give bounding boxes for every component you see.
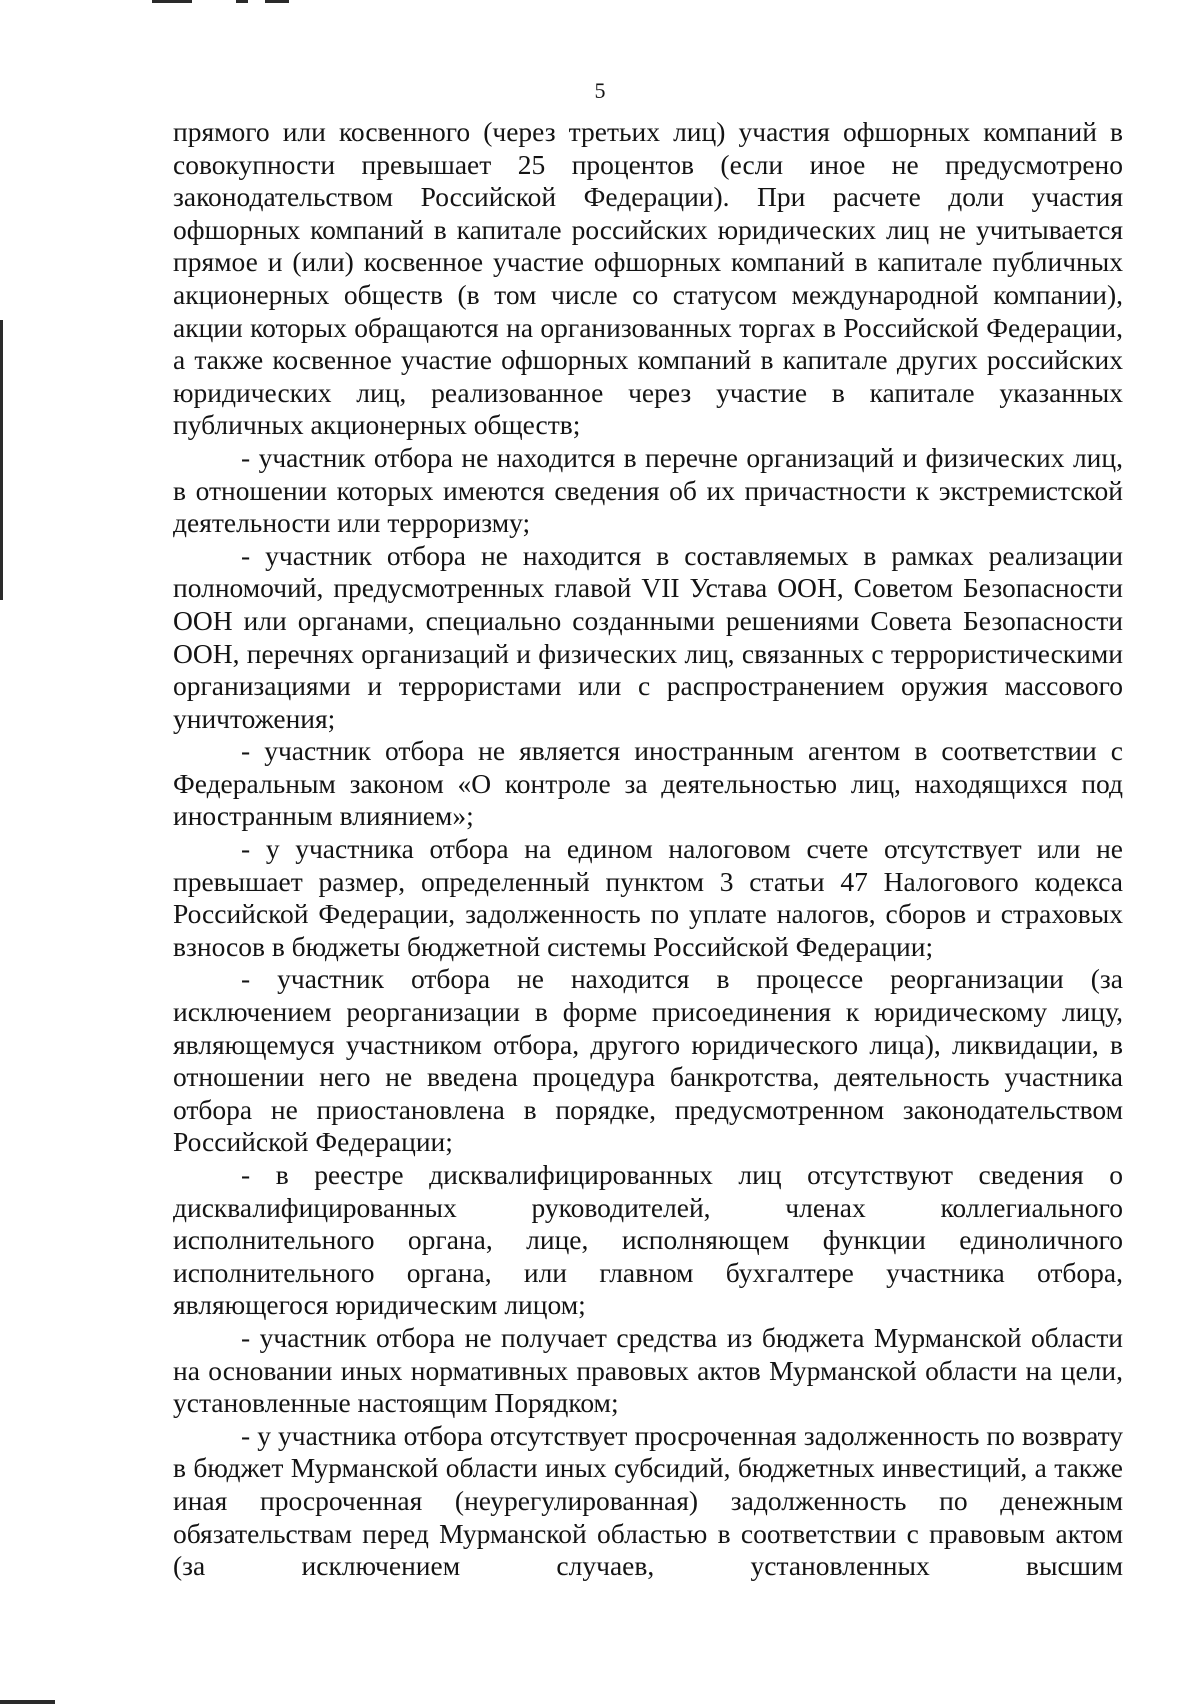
scan-mark-left-edge [0,320,3,600]
scan-mark-top-3 [265,0,289,3]
paragraph-un-security-council-list: - участник отбора не находится в составляемых в рамках реализации полномочий, предусмотренных главой VII Устава ООН, Советом Безопасности ООН или органами, специально созданными решениями Совета Безопасности ООН, перечнях организаций и физических лиц, связанных с террористическими организациями и террористами или с распространением оружия массового уничтожения; [173,539,1123,734]
paragraph-tax-debt: - у участника отбора на едином налоговом счете отсутствует или не превышает размер, определенный пунктом 3 статьи 47 Налогового кодекса Российской Федерации, задолженность по уплате налогов, сборов и страховых взносов в бюджеты бюджетной системы Российской Федерации; [173,833,1123,962]
paragraph-reorganization-liquidation: - участник отбора не находится в процессе реорганизации (за исключением реорганизации в форме присоединения к юридическому лицу, являющемуся участником отбора, другого юридического лица), ликвидации, в отношении него не введена процедура банкротства, деятельность участника отбора не приостановлена в порядке, предусмотренном законодательством Российской Федерации; [173,963,1123,1158]
scan-mark-top-1 [152,0,192,3]
paragraph-disqualified-persons: - в реестре дисквалифицированных лиц отсутствуют сведения о дисквалифицированных руководителей, членах коллегиального исполнительного органа, лице, исполняющем функции единоличного исполнительного органа, или главном бухгалтере участника отбора, являющегося юридическим лицом; [173,1159,1123,1321]
paragraph-foreign-agent: - участник отбора не является иностранным агентом в соответствии с Федеральным законом «О контроле за деятельностью лиц, находящихся под иностранным влиянием»; [173,735,1123,832]
paragraph-overdue-debt: - у участника отбора отсутствует просроченная задолженность по возврату в бюджет Мурманской области иных субсидий, бюджетных инвестиций, а также иная просроченная (неурегулированная) задолженность по денежным обязательствам перед Мурманской областью в соответствии с правовым актом (за исключением случаев, установленных высшим [173,1419,1123,1582]
paragraph-extremism-list: - участник отбора не находится в перечне организаций и физических лиц, в отношении которых имеются сведения об их причастности к экстремистской деятельности или терроризму; [173,441,1123,539]
paragraph-budget-funds: - участник отбора не получает средства из бюджета Мурманской области на основании иных нормативных правовых актов Мурманской области на цели, установленные настоящим Порядком; [173,1321,1123,1419]
scan-mark-top-2 [236,0,248,3]
scan-mark-bottom [0,1700,55,1704]
page-number: 5 [594,78,606,103]
document-body [173,116,1123,1583]
paragraph-offshore-participation: прямого или косвенного (через третьих лиц) участия офшорных компаний в совокупности превышает 25 процентов (если иное не предусмотрено законодательством Российской Федерации). При расчете доли участия офшорных компаний в капитале российских юридических лиц не учитывается прямое и (или) косвенное участие офшорных компаний в капитале публичных акционерных обществ (в том числе со статусом международной компании), акции которых обращаются на организованных торгах в Российской Федерации, а также косвенное участие офшорных компаний в капитале других российских юридических лиц, реализованное через участие в капитале указанных публичных акционерных обществ; [173,116,1123,441]
